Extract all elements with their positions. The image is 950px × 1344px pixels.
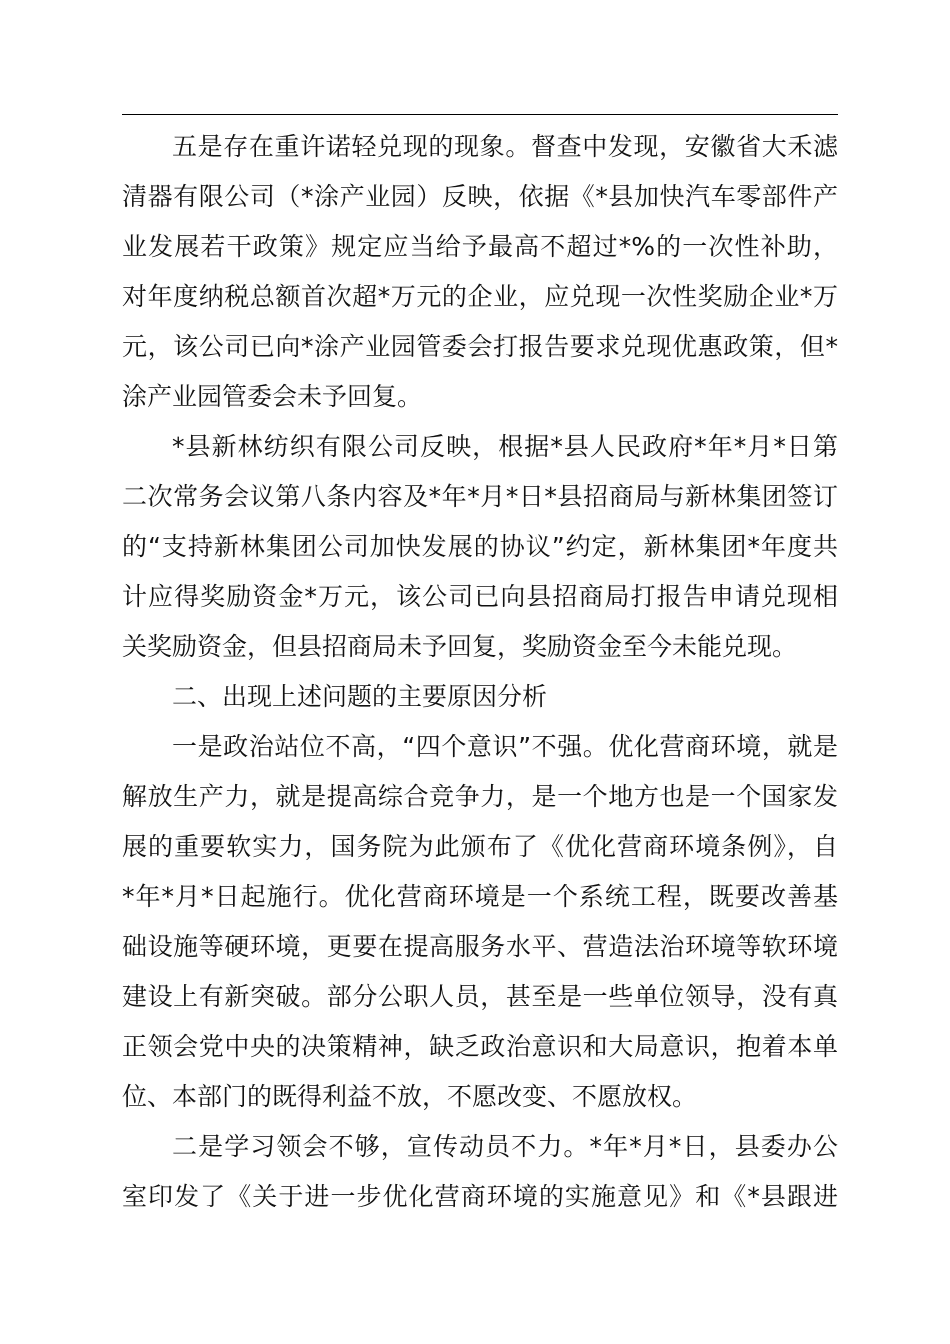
text-line: 元，该公司已向*涂产业园管委会打报告要求兑现优惠政策，但* (122, 332, 838, 361)
text-line: 础设施等硬环境，更要在提高服务水平、营造法治环境等软环境 (122, 932, 838, 961)
text-line: 对年度纳税总额首次超*万元的企业，应兑现一次性奖励企业*万 (122, 282, 838, 311)
text-line: 二、出现上述问题的主要原因分析 (172, 682, 548, 711)
text-line: 室印发了《关于进一步优化营商环境的实施意见》和《*县跟进 (122, 1182, 838, 1211)
text-line: *县新林纺织有限公司反映，根据*县人民政府*年*月*日第 (172, 432, 838, 461)
text-line: 的“支持新林集团公司加快发展的协议”约定，新林集团*年度共 (122, 532, 838, 561)
document-body (122, 122, 838, 1222)
text-line: 二是学习领会不够，宣传动员不力。*年*月*日，县委办公 (172, 1132, 838, 1161)
text-line: 计应得奖励资金*万元，该公司已向县招商局打报告申请兑现相 (122, 582, 838, 611)
text-line: 业发展若干政策》规定应当给予最高不超过*%的一次性补助， (122, 232, 838, 261)
text-line: 关奖励资金，但县招商局未予回复，奖励资金至今未能兑现。 (122, 632, 798, 661)
text-line: 位、本部门的既得利益不放，不愿改变、不愿放权。 (122, 1082, 698, 1111)
text-line: 一是政治站位不高，“四个意识”不强。优化营商环境，就是 (172, 732, 838, 761)
text-line: 五是存在重许诺轻兑现的现象。督查中发现，安徽省大禾滤 (172, 132, 838, 161)
text-line: *年*月*日起施行。优化营商环境是一个系统工程，既要改善基 (122, 882, 838, 911)
text-line: 建设上有新突破。部分公职人员，甚至是一些单位领导，没有真 (122, 982, 838, 1011)
text-line: 清器有限公司（*涂产业园）反映，依据《*县加快汽车零部件产 (122, 182, 838, 211)
text-line: 解放生产力，就是提高综合竞争力，是一个地方也是一个国家发 (122, 782, 838, 811)
text-line: 二次常务会议第八条内容及*年*月*日*县招商局与新林集团签订 (122, 482, 838, 511)
text-line: 展的重要软实力，国务院为此颁布了《优化营商环境条例》，自 (122, 832, 838, 861)
header-rule (122, 114, 838, 115)
text-line: 正领会党中央的决策精神，缺乏政治意识和大局意识，抱着本单 (122, 1032, 838, 1061)
text-line: 涂产业园管委会未予回复。 (122, 382, 423, 411)
